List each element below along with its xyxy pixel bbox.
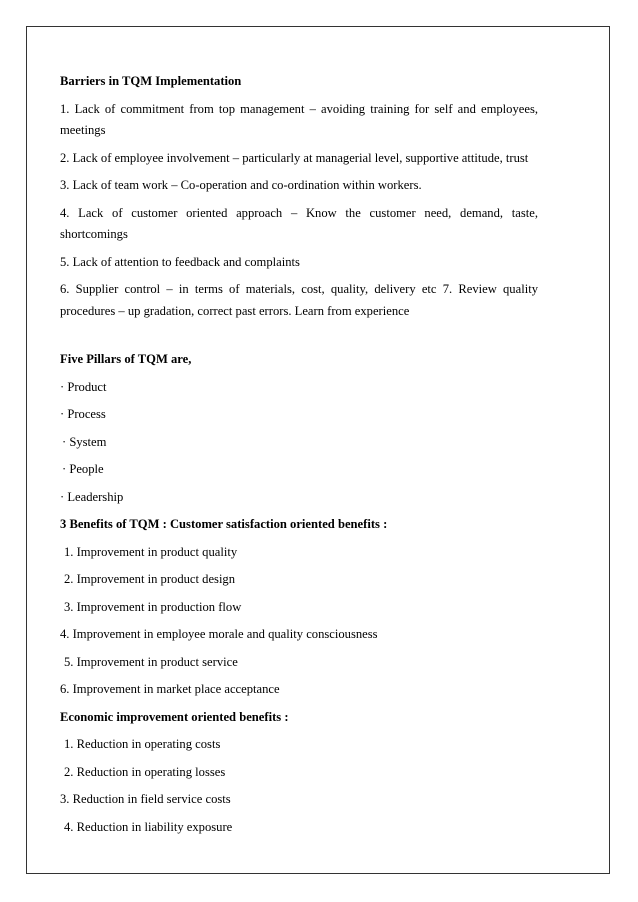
customer-benefit-item-1: 1. Improvement in product quality [64, 544, 238, 559]
economic-benefit-item-1: 1. Reduction in operating costs [64, 737, 221, 751]
customer-benefit-item-2: 2. Improvement in product design [64, 572, 236, 586]
customer-benefit-item-3: 3. Improvement in production flow [64, 599, 242, 614]
barrier-item-6: 6. Supplier control – in terms of materials, cost, quality, delivery etc 7. Review quality procedures – up gradation, correct past errors. Learn from experience [60, 282, 538, 318]
barrier-item-5: 5. Lack of attention to feedback and complaints [60, 254, 300, 269]
barrier-item-2: 2. Lack of employee involvement – particularly at managerial level, supportive attitude, trust [60, 150, 529, 165]
document-body [60, 71, 538, 844]
customer-benefit-item-4: 4. Improvement in employee morale and quality consciousness [60, 627, 378, 641]
pillar-item-system: · System [62, 434, 107, 449]
barrier-item-1: 1. Lack of commitment from top management – avoiding training for self and employees, meetings [60, 101, 538, 137]
economic-benefit-item-3: 3. Reduction in field service costs [60, 792, 231, 806]
pillar-item-leadership: · Leadership [60, 489, 124, 504]
pillar-item-people: · People [62, 462, 104, 476]
pillars-heading: Five Pillars of TQM are, [60, 352, 192, 366]
barrier-item-4: 4. Lack of customer oriented approach – Know the customer need, demand, taste, shortcomings [60, 205, 538, 241]
pillar-item-product: · Product [60, 379, 107, 394]
barriers-heading: Barriers in TQM Implementation [60, 74, 242, 88]
customer-benefit-item-6: 6. Improvement in market place acceptance [60, 682, 280, 696]
pillar-item-process: · Process [60, 407, 106, 421]
economic-benefit-item-4: 4. Reduction in liability exposure [64, 819, 233, 834]
customer-benefits-heading: 3 Benefits of TQM : Customer satisfaction oriented benefits : [60, 517, 388, 531]
economic-benefits-heading: Economic improvement oriented benefits : [60, 709, 289, 724]
customer-benefit-item-5: 5. Improvement in product service [64, 654, 238, 669]
barrier-item-3: 3. Lack of team work – Co-operation and co-ordination within workers. [60, 178, 422, 192]
economic-benefit-item-2: 2. Reduction in operating losses [64, 764, 226, 779]
section-spacer [60, 328, 538, 349]
